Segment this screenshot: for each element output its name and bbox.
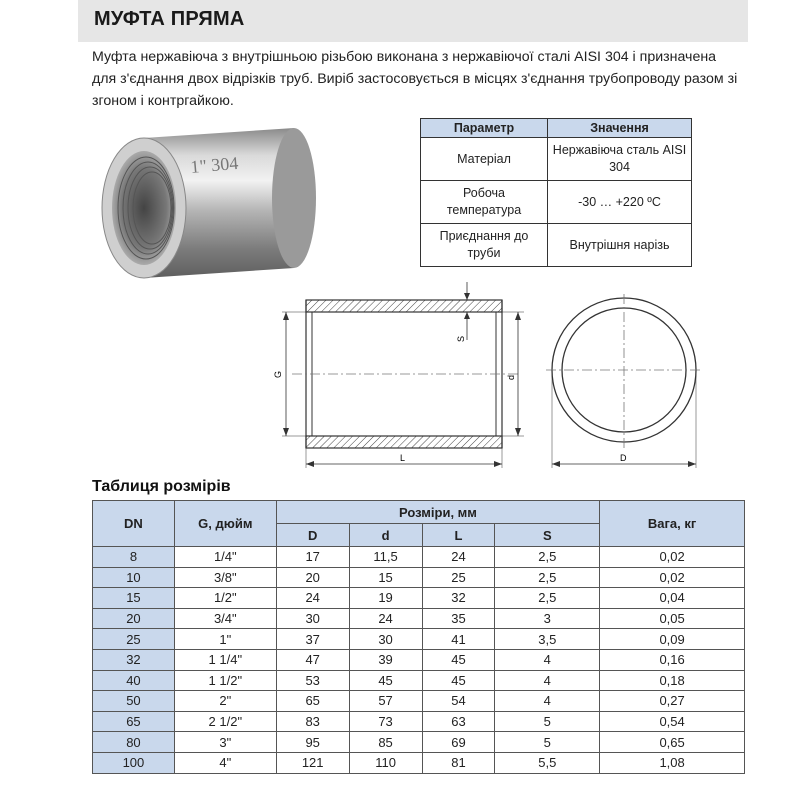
cell-dn: 20 bbox=[93, 608, 175, 629]
cell-dn: 50 bbox=[93, 691, 175, 712]
coupling-far-end bbox=[272, 128, 316, 268]
param-value: Нержавіюча сталь AISI 304 bbox=[548, 138, 692, 181]
col-header-g: G, дюйм bbox=[174, 501, 276, 547]
table-row bbox=[421, 224, 692, 267]
cell-s: 5,5 bbox=[495, 752, 600, 773]
table-row bbox=[93, 547, 745, 568]
coupling-marking: 1" 304 bbox=[189, 152, 240, 177]
cell-d: 83 bbox=[276, 711, 349, 732]
cell-g: 3/8" bbox=[174, 567, 276, 588]
table-row bbox=[93, 711, 745, 732]
cell-weight: 0,65 bbox=[600, 732, 745, 753]
cell-d: 30 bbox=[276, 608, 349, 629]
param-value: Внутрішня нарізь bbox=[548, 224, 692, 267]
cell-d: 37 bbox=[276, 629, 349, 650]
table-row bbox=[93, 670, 745, 691]
cell-g: 1 1/4" bbox=[174, 649, 276, 670]
cell-dn: 100 bbox=[93, 752, 175, 773]
dim-label-g: G bbox=[273, 370, 283, 378]
cell-s: 4 bbox=[495, 670, 600, 691]
cell-l: 69 bbox=[422, 732, 495, 753]
cell-l: 63 bbox=[422, 711, 495, 732]
params-header-value: Значення bbox=[548, 119, 692, 138]
cell-d: 39 bbox=[349, 649, 422, 670]
dim-label-d-outer: D bbox=[620, 453, 627, 463]
cell-d: 57 bbox=[349, 691, 422, 712]
parameters-table bbox=[420, 118, 692, 267]
cell-dn: 80 bbox=[93, 732, 175, 753]
cell-l: 54 bbox=[422, 691, 495, 712]
cell-g: 4" bbox=[174, 752, 276, 773]
cell-dn: 25 bbox=[93, 629, 175, 650]
cell-s: 3,5 bbox=[495, 629, 600, 650]
cell-g: 1/2" bbox=[174, 588, 276, 609]
page-title: МУФТА ПРЯМА bbox=[94, 8, 245, 30]
cell-s: 5 bbox=[495, 732, 600, 753]
cell-l: 35 bbox=[422, 608, 495, 629]
title-bar bbox=[78, 0, 748, 42]
cell-l: 81 bbox=[422, 752, 495, 773]
sizes-table bbox=[92, 500, 745, 774]
cell-l: 32 bbox=[422, 588, 495, 609]
table-row bbox=[93, 649, 745, 670]
cell-s: 2,5 bbox=[495, 567, 600, 588]
cell-d: 15 bbox=[349, 567, 422, 588]
cell-d: 47 bbox=[276, 649, 349, 670]
table-row bbox=[93, 588, 745, 609]
param-name: Робоча температура bbox=[421, 181, 548, 224]
end-view bbox=[546, 294, 702, 468]
cell-dn: 10 bbox=[93, 567, 175, 588]
col-header-l: L bbox=[422, 524, 495, 547]
col-header-s: S bbox=[495, 524, 600, 547]
cell-d: 73 bbox=[349, 711, 422, 732]
cell-d: 45 bbox=[349, 670, 422, 691]
table-row bbox=[421, 138, 692, 181]
cell-g: 1" bbox=[174, 629, 276, 650]
cell-s: 5 bbox=[495, 711, 600, 732]
table-row bbox=[93, 629, 745, 650]
dim-label-l: L bbox=[400, 453, 406, 463]
cell-weight: 0,16 bbox=[600, 649, 745, 670]
col-header-dn: DN bbox=[93, 501, 175, 547]
dim-label-s: S bbox=[456, 335, 466, 342]
col-header-weight: Вага, кг bbox=[600, 501, 745, 547]
cell-weight: 0,27 bbox=[600, 691, 745, 712]
cell-l: 45 bbox=[422, 670, 495, 691]
cell-d: 95 bbox=[276, 732, 349, 753]
cell-d: 30 bbox=[349, 629, 422, 650]
cell-d: 20 bbox=[276, 567, 349, 588]
cell-d: 65 bbox=[276, 691, 349, 712]
col-header-dimensions: Розміри, мм bbox=[276, 501, 599, 524]
table-row bbox=[93, 752, 745, 773]
table-row bbox=[93, 608, 745, 629]
cell-s: 4 bbox=[495, 649, 600, 670]
cell-g: 3/4" bbox=[174, 608, 276, 629]
cell-s: 4 bbox=[495, 691, 600, 712]
table-row bbox=[93, 567, 745, 588]
cell-g: 2 1/2" bbox=[174, 711, 276, 732]
cell-d: 19 bbox=[349, 588, 422, 609]
cell-d: 53 bbox=[276, 670, 349, 691]
sizes-table-body bbox=[93, 547, 745, 774]
cell-dn: 32 bbox=[93, 649, 175, 670]
cell-g: 2" bbox=[174, 691, 276, 712]
cell-d: 24 bbox=[276, 588, 349, 609]
cell-weight: 0,02 bbox=[600, 567, 745, 588]
cell-weight: 0,02 bbox=[600, 547, 745, 568]
side-view bbox=[273, 282, 524, 468]
product-image bbox=[96, 118, 326, 288]
param-name: Матеріал bbox=[421, 138, 548, 181]
cell-d: 85 bbox=[349, 732, 422, 753]
cell-s: 2,5 bbox=[495, 547, 600, 568]
technical-drawing bbox=[268, 280, 708, 470]
cell-weight: 0,18 bbox=[600, 670, 745, 691]
cell-l: 41 bbox=[422, 629, 495, 650]
cell-dn: 65 bbox=[93, 711, 175, 732]
cell-l: 24 bbox=[422, 547, 495, 568]
dim-label-d-inner: d bbox=[506, 374, 516, 380]
table-row bbox=[93, 732, 745, 753]
cell-g: 1/4" bbox=[174, 547, 276, 568]
cell-d: 121 bbox=[276, 752, 349, 773]
param-name: Приєднання до труби bbox=[421, 224, 548, 267]
cell-weight: 0,05 bbox=[600, 608, 745, 629]
cell-d: 17 bbox=[276, 547, 349, 568]
col-header-d-outer: D bbox=[276, 524, 349, 547]
col-header-d-inner: d bbox=[349, 524, 422, 547]
cell-d: 11,5 bbox=[349, 547, 422, 568]
cell-weight: 1,08 bbox=[600, 752, 745, 773]
cell-l: 25 bbox=[422, 567, 495, 588]
cell-l: 45 bbox=[422, 649, 495, 670]
cell-d: 24 bbox=[349, 608, 422, 629]
cell-dn: 40 bbox=[93, 670, 175, 691]
cell-dn: 8 bbox=[93, 547, 175, 568]
cell-d: 110 bbox=[349, 752, 422, 773]
cell-weight: 0,04 bbox=[600, 588, 745, 609]
cell-g: 3" bbox=[174, 732, 276, 753]
cell-s: 2,5 bbox=[495, 588, 600, 609]
table-row bbox=[421, 181, 692, 224]
cell-weight: 0,09 bbox=[600, 629, 745, 650]
cell-g: 1 1/2" bbox=[174, 670, 276, 691]
sizes-table-title: Таблиця розмірів bbox=[92, 478, 231, 495]
table-row bbox=[93, 691, 745, 712]
param-value: -30 … +220 ºС bbox=[548, 181, 692, 224]
cell-dn: 15 bbox=[93, 588, 175, 609]
cell-s: 3 bbox=[495, 608, 600, 629]
product-description: Муфта нержавіюча з внутрішньою різьбою виконана з нержавіючої сталі AISI 304 і призначена для з'єднання двох відрізків труб. Виріб застосовується в місцях з'єднання трубопроводу разом зі згоном і контргайкою. bbox=[92, 49, 738, 109]
params-header-param: Параметр bbox=[421, 119, 548, 138]
cell-weight: 0,54 bbox=[600, 711, 745, 732]
